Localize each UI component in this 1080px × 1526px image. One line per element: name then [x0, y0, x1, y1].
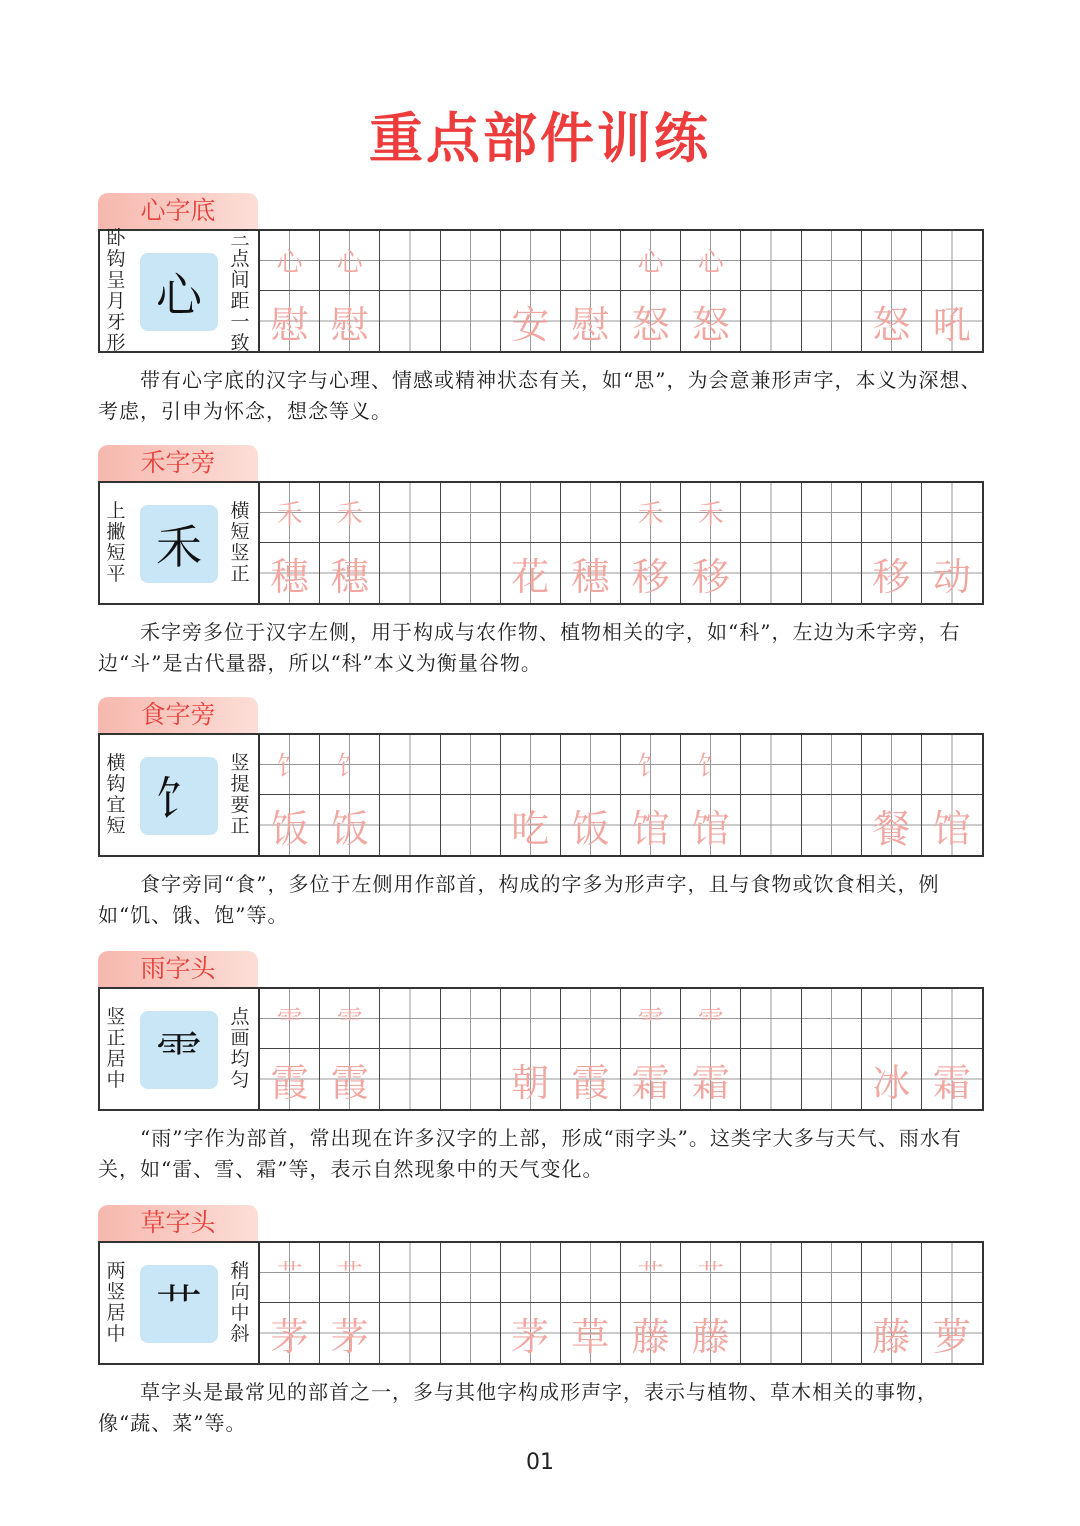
- practice-cell[interactable]: 穗: [320, 543, 380, 603]
- practice-cell[interactable]: 霞: [260, 1049, 320, 1109]
- left-tip-note: [104, 989, 128, 1109]
- practice-cell[interactable]: 餐: [862, 795, 922, 855]
- practice-cell[interactable]: 禾: [681, 483, 741, 543]
- practice-cell[interactable]: 朝: [501, 1049, 561, 1109]
- practice-cell[interactable]: 怒: [621, 291, 681, 351]
- page-number: 01: [526, 1450, 554, 1475]
- practice-cell[interactable]: [501, 989, 561, 1049]
- tip-char: 牙: [106, 311, 126, 333]
- tip-char: 横: [106, 752, 126, 774]
- practice-cell[interactable]: [862, 735, 922, 795]
- practice-cell[interactable]: 霜: [922, 1049, 982, 1109]
- section-description: 食字旁同“食”，多位于左侧用作部首，构成的字多为形声字，且与食物或饮食相关，例如“饥、饿、饱”等。: [98, 872, 940, 927]
- tip-char: 斜: [230, 1323, 250, 1345]
- practice-cell[interactable]: [501, 1243, 561, 1303]
- practice-cell[interactable]: 慰: [320, 291, 380, 351]
- radical-panel: [98, 481, 258, 605]
- practice-cell[interactable]: [862, 989, 922, 1049]
- tip-char: 居: [106, 1048, 126, 1070]
- practice-cell[interactable]: [501, 483, 561, 543]
- tip-char: 正: [230, 815, 250, 837]
- practice-cell[interactable]: [862, 231, 922, 291]
- practice-grid: [258, 987, 984, 1111]
- section-title-tag: 禾字旁: [98, 445, 258, 481]
- tip-char: 点: [230, 248, 250, 270]
- practice-cell[interactable]: [380, 291, 440, 351]
- practice-cell[interactable]: [922, 989, 982, 1049]
- tip-char: 稍: [230, 1260, 250, 1282]
- left-tip-note: [104, 483, 128, 603]
- practice-cell[interactable]: 霜: [681, 1049, 741, 1109]
- tip-char: 平: [106, 563, 126, 585]
- tip-char: 匀: [230, 1069, 250, 1091]
- tip-char: 画: [230, 1027, 250, 1049]
- practice-cell[interactable]: ⻗: [681, 989, 741, 1049]
- practice-cell[interactable]: 移: [621, 543, 681, 603]
- practice-grid: [258, 1241, 984, 1365]
- practice-cell[interactable]: 怒: [681, 291, 741, 351]
- practice-cell[interactable]: 吼: [922, 291, 982, 351]
- practice-cell[interactable]: 艹: [621, 1243, 681, 1303]
- radical-glyph-box: 禾: [140, 505, 218, 583]
- tip-char: 钩: [106, 248, 126, 270]
- section-description: 草字头是最常见的部首之一，多与其他字构成形声字，表示与植物、草木相关的事物，像“蔬、菜”等。: [98, 1380, 938, 1435]
- practice-cell[interactable]: 霜: [621, 1049, 681, 1109]
- practice-cell[interactable]: [441, 231, 501, 291]
- practice-cell[interactable]: 禾: [260, 483, 320, 543]
- tip-char: 短: [106, 542, 126, 564]
- practice-cell[interactable]: [741, 1243, 801, 1303]
- practice-cell[interactable]: 冰: [862, 1049, 922, 1109]
- practice-cell[interactable]: [561, 1243, 621, 1303]
- practice-cell[interactable]: 草: [561, 1303, 621, 1363]
- tip-char: 短: [230, 521, 250, 543]
- tip-char: 中: [106, 1069, 126, 1091]
- tip-char: 撇: [106, 521, 126, 543]
- left-tip-note: [104, 735, 128, 855]
- tip-char: 中: [230, 1302, 250, 1324]
- practice-cell[interactable]: 藤: [681, 1303, 741, 1363]
- practice-cell[interactable]: [380, 989, 440, 1049]
- practice-cell[interactable]: 霞: [561, 1049, 621, 1109]
- tip-char: 一: [230, 311, 250, 333]
- practice-cell[interactable]: 茅: [501, 1303, 561, 1363]
- practice-grid: [258, 229, 984, 353]
- practice-cell[interactable]: [922, 1243, 982, 1303]
- practice-cell[interactable]: 馆: [681, 795, 741, 855]
- tip-char: 要: [230, 794, 250, 816]
- practice-cell[interactable]: [441, 989, 501, 1049]
- practice-cell[interactable]: 藤: [862, 1303, 922, 1363]
- practice-cell[interactable]: [802, 543, 862, 603]
- practice-cell[interactable]: [501, 735, 561, 795]
- practice-cell[interactable]: 饭: [561, 795, 621, 855]
- practice-cell[interactable]: [802, 735, 862, 795]
- practice-cell[interactable]: [561, 735, 621, 795]
- practice-cell[interactable]: [561, 989, 621, 1049]
- practice-cell[interactable]: [741, 735, 801, 795]
- practice-cell[interactable]: [380, 1303, 440, 1363]
- practice-cell[interactable]: 禾: [621, 483, 681, 543]
- tip-char: 月: [106, 290, 126, 312]
- practice-cell[interactable]: [441, 543, 501, 603]
- practice-cell[interactable]: 心: [320, 231, 380, 291]
- practice-cell[interactable]: 馆: [621, 795, 681, 855]
- tip-char: 上: [106, 500, 126, 522]
- practice-cell[interactable]: [741, 291, 801, 351]
- left-tip-note: [104, 227, 128, 354]
- practice-cell[interactable]: 饭: [260, 795, 320, 855]
- section-description: 禾字旁多位于汉字左侧，用于构成与农作物、植物相关的字，如“科”，左边为禾字旁，右边“斗”是古代量器，所以“科”本义为衡量谷物。: [98, 620, 961, 675]
- radical-panel: [98, 229, 258, 353]
- practice-cell[interactable]: [802, 231, 862, 291]
- practice-cell[interactable]: 慰: [561, 291, 621, 351]
- practice-cell[interactable]: 藤: [621, 1303, 681, 1363]
- practice-cell[interactable]: [802, 1303, 862, 1363]
- tip-char: 竖: [230, 752, 250, 774]
- tip-char: 两: [106, 1260, 126, 1282]
- practice-cell[interactable]: 茅: [320, 1303, 380, 1363]
- practice-cell[interactable]: 慰: [260, 291, 320, 351]
- tip-char: 短: [106, 815, 126, 837]
- right-tip-note: [228, 735, 252, 855]
- practice-cell[interactable]: 穗: [561, 543, 621, 603]
- practice-cell[interactable]: [441, 1049, 501, 1109]
- practice-grid: [258, 481, 984, 605]
- practice-cell[interactable]: 禾: [320, 483, 380, 543]
- page-title: 重点部件训练: [369, 107, 711, 170]
- tip-char: 三: [230, 227, 250, 249]
- practice-cell[interactable]: 心: [681, 231, 741, 291]
- section-title-tag: 草字头: [98, 1205, 258, 1241]
- practice-cell[interactable]: [741, 989, 801, 1049]
- section-title-tag: 食字旁: [98, 697, 258, 733]
- practice-cell[interactable]: 饣: [320, 735, 380, 795]
- tip-char: 间: [230, 269, 250, 291]
- practice-cell[interactable]: [862, 483, 922, 543]
- tip-char: 呈: [106, 269, 126, 291]
- practice-cell[interactable]: [802, 1243, 862, 1303]
- practice-cell[interactable]: [441, 1303, 501, 1363]
- practice-cell[interactable]: [561, 231, 621, 291]
- practice-cell[interactable]: ⻗: [320, 989, 380, 1049]
- practice-cell[interactable]: [741, 543, 801, 603]
- tip-char: 横: [230, 500, 250, 522]
- section-title-tag: 心字底: [98, 193, 258, 229]
- practice-cell[interactable]: [802, 1049, 862, 1109]
- practice-cell[interactable]: [862, 1243, 922, 1303]
- tip-char: 形: [106, 332, 126, 354]
- practice-cell[interactable]: 艹: [260, 1243, 320, 1303]
- tip-char: 均: [230, 1048, 250, 1070]
- radical-glyph-box: 艹: [140, 1265, 218, 1343]
- tip-char: 钩: [106, 773, 126, 795]
- practice-cell[interactable]: [741, 1303, 801, 1363]
- section-title-tag: 雨字头: [98, 951, 258, 987]
- section-description: “雨”字作为部首，常出现在许多汉字的上部，形成“雨字头”。这类字大多与天气、雨水有关，如“雷、雪、霜”等，表示自然现象中的天气变化。: [98, 1126, 962, 1181]
- practice-cell[interactable]: [741, 795, 801, 855]
- practice-cell[interactable]: 穗: [260, 543, 320, 603]
- practice-cell[interactable]: [380, 1243, 440, 1303]
- tip-char: 距: [230, 290, 250, 312]
- practice-cell[interactable]: [802, 483, 862, 543]
- practice-cell[interactable]: [380, 735, 440, 795]
- radical-panel: [98, 987, 258, 1111]
- right-tip-note: [228, 989, 252, 1109]
- practice-cell[interactable]: 饭: [320, 795, 380, 855]
- practice-cell[interactable]: [802, 795, 862, 855]
- practice-cell[interactable]: [922, 735, 982, 795]
- radical-glyph-box: 心: [140, 253, 218, 331]
- practice-cell[interactable]: [561, 483, 621, 543]
- right-tip-note: [228, 1243, 252, 1363]
- practice-cell[interactable]: [741, 1049, 801, 1109]
- practice-cell[interactable]: [380, 795, 440, 855]
- section-description: 带有心字底的汉字与心理、情感或精神状态有关，如“思”，为会意兼形声字，本义为深想、考虑，引申为怀念，想念等义。: [98, 368, 982, 423]
- practice-cell[interactable]: ⻗: [621, 989, 681, 1049]
- radical-panel: [98, 733, 258, 857]
- left-tip-note: [104, 1243, 128, 1363]
- practice-cell[interactable]: [441, 795, 501, 855]
- right-tip-note: [228, 227, 252, 354]
- tip-char: 提: [230, 773, 250, 795]
- practice-cell[interactable]: 艹: [681, 1243, 741, 1303]
- practice-cell[interactable]: 动: [922, 543, 982, 603]
- practice-cell[interactable]: [380, 231, 440, 291]
- practice-cell[interactable]: [441, 735, 501, 795]
- practice-cell[interactable]: [741, 231, 801, 291]
- practice-cell[interactable]: [802, 989, 862, 1049]
- tip-char: 正: [106, 1027, 126, 1049]
- tip-char: 居: [106, 1302, 126, 1324]
- practice-cell[interactable]: 霞: [320, 1049, 380, 1109]
- practice-cell[interactable]: ⻗: [260, 989, 320, 1049]
- practice-cell[interactable]: 移: [862, 543, 922, 603]
- practice-cell[interactable]: 怒: [862, 291, 922, 351]
- practice-cell[interactable]: 花: [501, 543, 561, 603]
- practice-cell[interactable]: [380, 1049, 440, 1109]
- radical-glyph-box: 饣: [140, 757, 218, 835]
- tip-char: 竖: [106, 1006, 126, 1028]
- practice-cell[interactable]: [922, 483, 982, 543]
- tip-char: 向: [230, 1281, 250, 1303]
- radical-glyph-box: ⻗: [140, 1011, 218, 1089]
- tip-char: 正: [230, 563, 250, 585]
- practice-cell[interactable]: 萝: [922, 1303, 982, 1363]
- tip-char: 致: [230, 332, 250, 354]
- practice-cell[interactable]: [380, 483, 440, 543]
- practice-cell[interactable]: 饣: [681, 735, 741, 795]
- practice-cell[interactable]: 安: [501, 291, 561, 351]
- practice-cell[interactable]: 馆: [922, 795, 982, 855]
- practice-cell[interactable]: 饣: [621, 735, 681, 795]
- practice-cell[interactable]: [441, 1243, 501, 1303]
- practice-cell[interactable]: 艹: [320, 1243, 380, 1303]
- practice-cell[interactable]: [741, 483, 801, 543]
- tip-char: 卧: [106, 227, 126, 249]
- tip-char: 竖: [106, 1281, 126, 1303]
- tip-char: 宜: [106, 794, 126, 816]
- practice-cell[interactable]: [922, 231, 982, 291]
- tip-char: 中: [106, 1323, 126, 1345]
- practice-grid: [258, 733, 984, 857]
- radical-panel: [98, 1241, 258, 1365]
- practice-cell[interactable]: [501, 231, 561, 291]
- practice-cell[interactable]: [380, 543, 440, 603]
- practice-cell[interactable]: [441, 483, 501, 543]
- practice-cell[interactable]: 吃: [501, 795, 561, 855]
- tip-char: 点: [230, 1006, 250, 1028]
- practice-cell[interactable]: [441, 291, 501, 351]
- practice-cell[interactable]: [802, 291, 862, 351]
- tip-char: 竖: [230, 542, 250, 564]
- practice-cell[interactable]: 茅: [260, 1303, 320, 1363]
- practice-cell[interactable]: 饣: [260, 735, 320, 795]
- practice-cell[interactable]: 心: [260, 231, 320, 291]
- right-tip-note: [228, 483, 252, 603]
- practice-cell[interactable]: 移: [681, 543, 741, 603]
- practice-cell[interactable]: 心: [621, 231, 681, 291]
